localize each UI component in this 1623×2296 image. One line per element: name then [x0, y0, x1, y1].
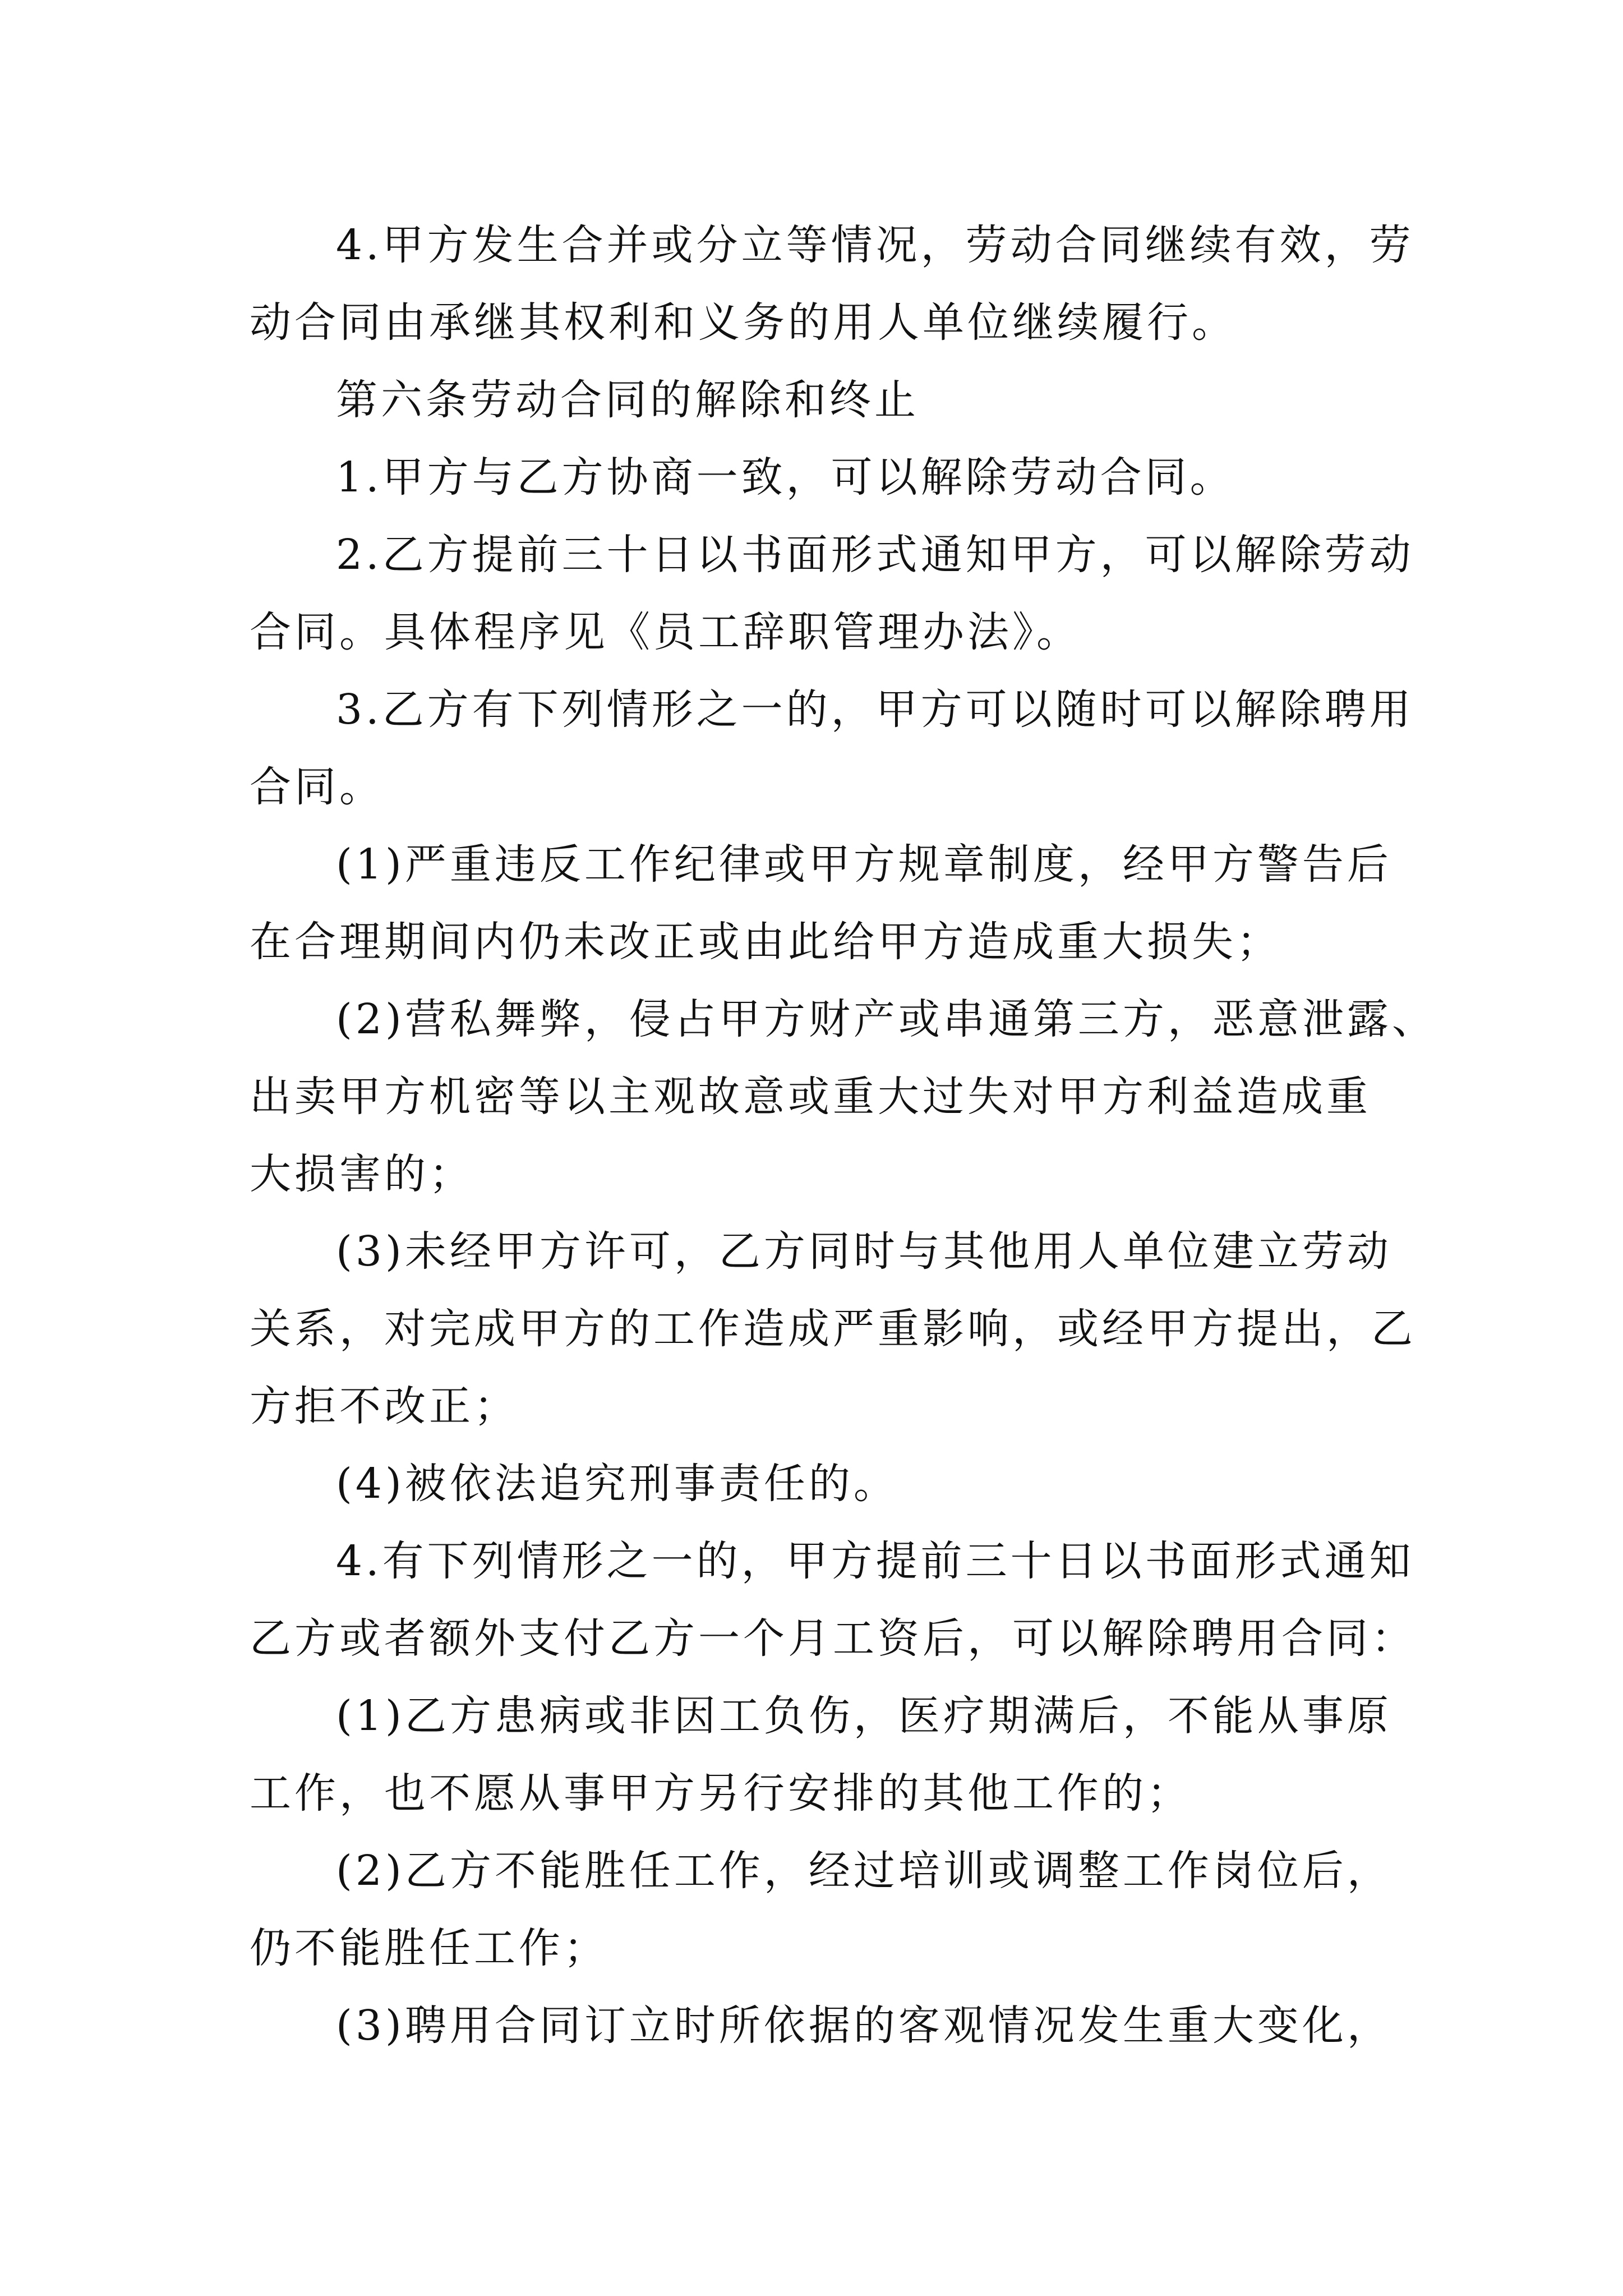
- text-line: (1)严重违反工作纪律或甲方规章制度，经甲方警告后: [336, 840, 1392, 889]
- text-line: 3.乙方有下列情形之一的，甲方可以随时可以解除聘用: [336, 685, 1414, 734]
- text-line: 4.甲方发生合并或分立等情况，劳动合同继续有效，劳: [336, 221, 1414, 269]
- text-line: (3)未经甲方许可，乙方同时与其他用人单位建立劳动: [336, 1227, 1392, 1276]
- text-line: 在合理期间内仍未改正或由此给甲方造成重大损失；: [250, 918, 1281, 966]
- text-line: 合同。: [250, 763, 384, 811]
- text-line: (3)聘用合同订立时所依据的客观情况发生重大变化，: [336, 2001, 1392, 2050]
- text-line: 工作，也不愿从事甲方另行安排的其他工作的；: [250, 1769, 1192, 1818]
- text-line: 仍不能胜任工作；: [250, 1924, 608, 1972]
- text-line: 关系，对完成甲方的工作造成严重影响，或经甲方提出，乙: [250, 1305, 1416, 1353]
- text-line: (2)营私舞弊，侵占甲方财产或串通第三方，恶意泄露、: [336, 995, 1437, 1043]
- text-line: 出卖甲方机密等以主观故意或重大过失对甲方利益造成重: [250, 1073, 1371, 1121]
- section-heading: 第六条劳动合同的解除和终止: [336, 376, 919, 424]
- text-line: (2)乙方不能胜任工作，经过培训或调整工作岗位后，: [336, 1847, 1392, 1895]
- text-line: (4)被依法追究刑事责任的。: [336, 1460, 898, 1508]
- text-line: 方拒不改正；: [250, 1382, 519, 1430]
- text-line: 1.甲方与乙方协商一致，可以解除劳动合同。: [336, 453, 1235, 501]
- text-line: 大损害的；: [250, 1150, 474, 1198]
- text-line: 乙方或者额外支付乙方一个月工资后，可以解除聘用合同：: [250, 1614, 1416, 1663]
- text-line: (1)乙方患病或非因工负伤，医疗期满后，不能从事原: [336, 1692, 1392, 1740]
- text-line: 2.乙方提前三十日以书面形式通知甲方，可以解除劳动: [336, 531, 1414, 579]
- text-line: 合同。具体程序见《员工辞职管理办法》。: [250, 608, 1081, 656]
- text-line: 动合同由承继其权利和义务的用人单位继续履行。: [250, 298, 1237, 347]
- text-line: 4.有下列情形之一的，甲方提前三十日以书面形式通知: [336, 1537, 1414, 1585]
- contract-text-body: [250, 216, 1437, 2074]
